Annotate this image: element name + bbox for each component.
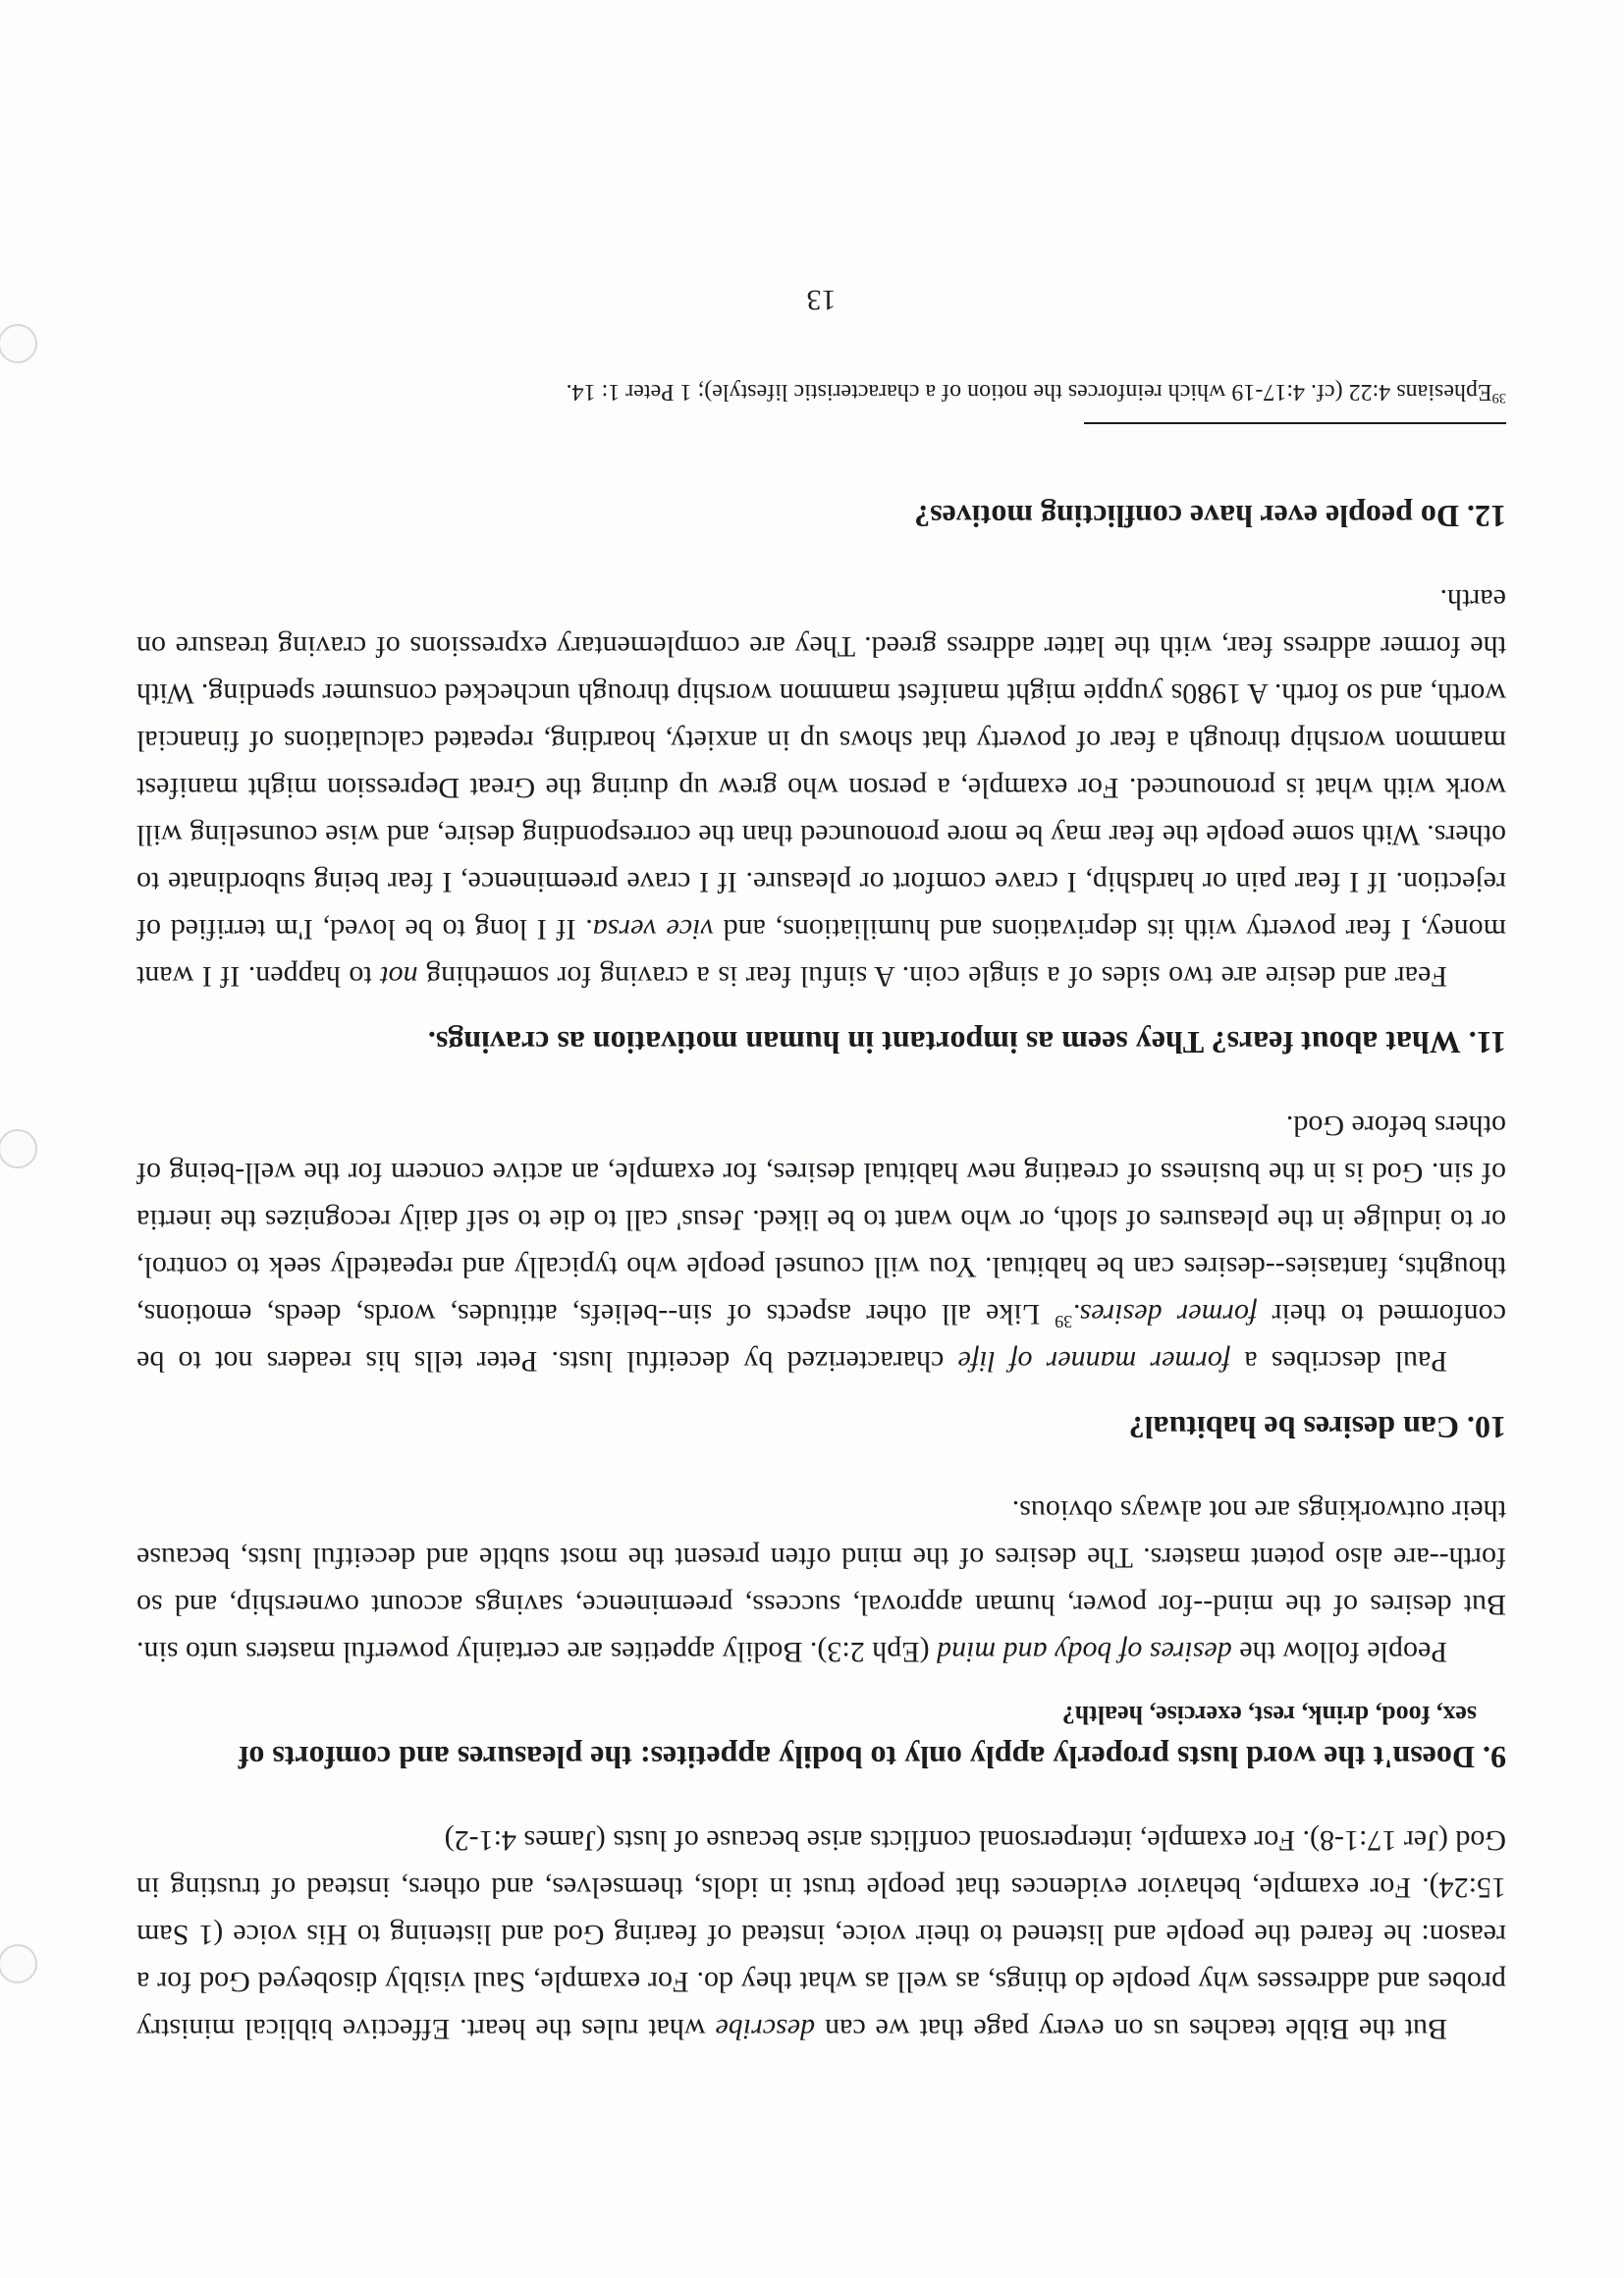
question-11-answer: Fear and desire are two sides of a single coin. A sinful fear is a craving for something not to happen. If I want money, I fear poverty with its deprivations and humiliations, and vice versa. If I long to be loved, I'm terrified of rejection. If I fear pain or hardship, I crave comfort or pleasure. If I crave preeminence, I fear being subordinate to others. With some people the fear may be more pronounced than the corresponding desire, and wise counseling will work with what is pronounced. For example, a person who grew up during the Great Depression might manifest mammon worship through a fear of poverty that shows up in anxiety, hoarding, repeated calculations of financial worth, and so forth. A 1980s yuppie might manifest mammon worship through unchecked consumer spending. With the former address fear, with the latter address greed. They are complementary expressions of craving treasure on earth. bbox=[135, 583, 1506, 993]
question-number: 11. bbox=[1468, 1025, 1506, 1060]
footnote-divider bbox=[1084, 422, 1506, 424]
question-title: What about fears? They seem as important in human motivation as cravings. bbox=[427, 1025, 1461, 1060]
footnote-reference: 39 bbox=[1055, 1312, 1073, 1331]
punch-hole-middle bbox=[0, 1129, 37, 1168]
question-number: 10. bbox=[1467, 1410, 1506, 1445]
question-title: Do people ever have conflicting motives? bbox=[914, 499, 1459, 534]
question-number: 9. bbox=[1483, 1740, 1506, 1775]
question-10-heading bbox=[136, 1404, 1506, 1451]
question-9-answer: People follow the desires of body and mind (Eph 2:3). Bodily appetites are certainly powerful masters unto sin. But desires of the mind--for power, human approval, success, preeminence, savings account ownership, and so forth--are also potent masters. The desires of the mind often present the most subtle and deceitful lusts, because their outworkings are not always obvious. bbox=[136, 1494, 1506, 1668]
question-10-answer: Paul describes a former manner of life characterized by deceitful lusts. Peter tells his readers not to be conformed to their former desires.$^{39}$ Like all other aspects of sin--beliefs, attitudes, words, deeds, emotions, thoughts, fantasies--desires can be habitual. You will counsel people who typically and repeatedly seek to control, or to indulge in the pleasures of sloth, or who want to be liked. Jesus' call to die to self daily recognizes the inertia of sin. God is in the business of creating new habitual desires, for example, an active concern for the well-being of others before God. bbox=[136, 1110, 1506, 1378]
question-title: Doesn't the word lusts properly apply only to bodily appetites: the pleasures and comforts of bbox=[238, 1740, 1475, 1775]
punch-hole-top bbox=[0, 1944, 37, 1983]
page-content bbox=[136, 283, 1506, 2052]
footnote-marker: 39 bbox=[1491, 390, 1506, 406]
page-number: 13 bbox=[806, 284, 837, 316]
question-11-heading bbox=[136, 1019, 1506, 1066]
question-12-heading bbox=[136, 493, 1506, 540]
question-subtitle: sex, food, drink, rest, exercise, health? bbox=[1061, 1701, 1477, 1729]
question-9-heading bbox=[136, 1695, 1506, 1781]
footnote: $^{39}$Ephesians 4:22 (cf. 4:17-19 which reinforces the notion of a characteristic lifestyle); 1 Peter 1: 14. bbox=[566, 379, 1506, 406]
punch-hole-bottom bbox=[0, 324, 37, 363]
question-number: 12. bbox=[1467, 499, 1506, 534]
question-title: Can desires be habitual? bbox=[1128, 1410, 1459, 1445]
intro-paragraph: But the Bible teaches us on every page that we can describe what rules the heart. Effective biblical ministry probes and addresses why people do things, as well as what they do. For example, Saul visibly disobeyed God for a reason: he feared the people and listened to their voice, instead of fearing God and listening to His voice (1 Sam 15:24). For example, behavior evidences that people trust in idols, themselves, and others, instead of trusting in God (Jer 17:1-8). For example, interpersonal conflicts arise because of lusts (James 4:1-2) bbox=[136, 1824, 1506, 2045]
